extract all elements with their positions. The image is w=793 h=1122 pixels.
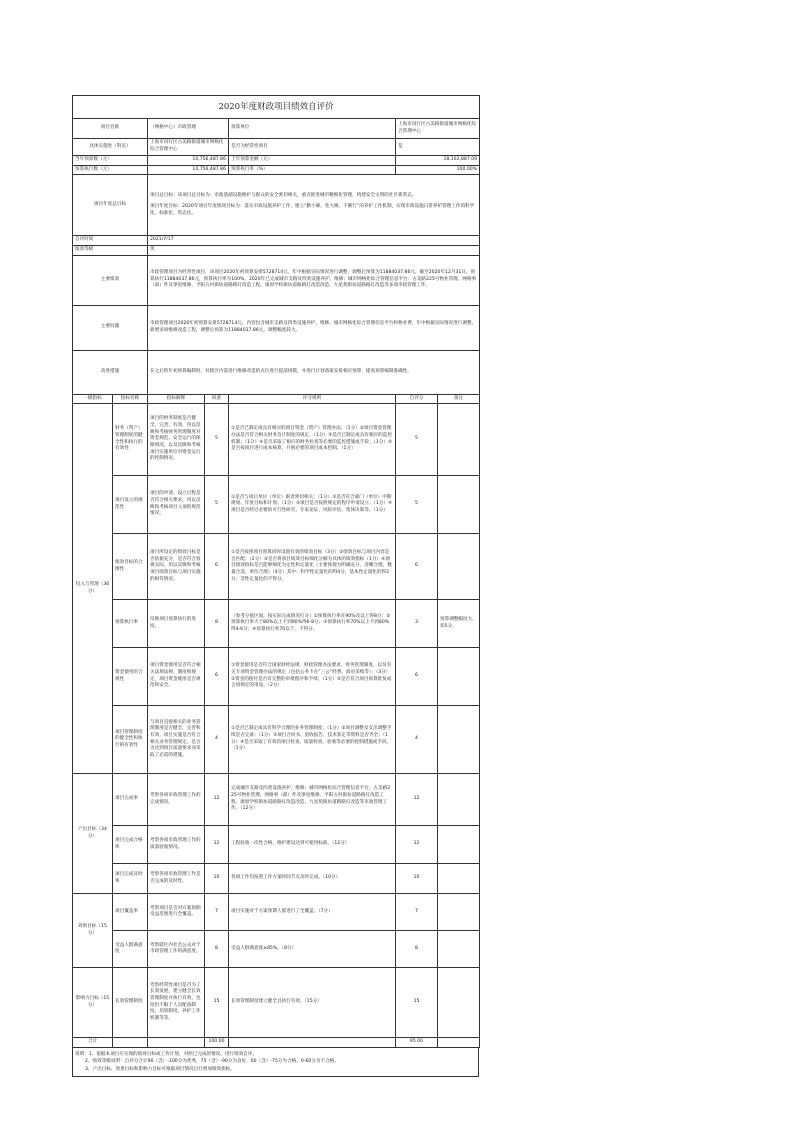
project-name-value: （网格中心）市政管理 bbox=[148, 119, 229, 139]
indicator-score: 5 bbox=[396, 476, 438, 534]
note-line: 3、产出目标、效果目标和影响力目标可根据项目情况自行增加绩效指标。 bbox=[85, 1066, 235, 1072]
indicator-rule: ①是否已制定或具有相应的项目资金（资产）管理办法；（1分）②项目资金管理办法是否符合相关财务会计制度的规定。（1分）③是否已制定或具有相应的监控机制；（1分）④是否采取了相应的财务检查等必要的监控措施或手段；（1分）⑤是否按项目进行成本核算，开展必要的项目成本控制。（1分） bbox=[229, 404, 396, 476]
indicator-row bbox=[73, 931, 480, 968]
issue-label: 主要问题 bbox=[73, 305, 148, 350]
indicator-note bbox=[438, 826, 480, 864]
header-note: 备注 bbox=[438, 394, 480, 404]
indicator-note bbox=[438, 774, 480, 826]
indicator-weight: 6 bbox=[205, 648, 229, 706]
indicator-name: 预算执行率 bbox=[113, 600, 148, 648]
indicator-rule: 项目实施对于方案预期人群进行了全覆盖。（7分） bbox=[229, 894, 396, 931]
header-level1: 一级指标 bbox=[73, 394, 113, 404]
indicator-weight: 10 bbox=[205, 864, 229, 894]
recurring-label: 是否为经常性项目 bbox=[229, 139, 396, 156]
measure-label: 改进措施 bbox=[73, 350, 148, 394]
indicator-rule: ①是否与项目单位（单位）职责密切相关；（1分）②是否符合部门（单位）中期规划、年度目标和计划；（1分）③项目是否按照规定的程序申请设立；（1分）④项目是否经过必要的可行性研究、专家论证、风险评估、集体决策等。（1分） bbox=[229, 476, 396, 534]
recurring-value: 是 bbox=[396, 139, 480, 156]
evaluation-table bbox=[72, 95, 480, 1048]
indicator-score: 12 bbox=[396, 774, 438, 826]
indicator-note bbox=[438, 648, 480, 706]
indicator-score: 7 bbox=[396, 894, 438, 931]
indicator-score: 15 bbox=[396, 968, 438, 1038]
issue-value: 市政管理项目2020年初预算安排5728714元，内容包含城市支路及四类设施养护、维修、城市网格化综合管理信息平台和物业费，年中根据实际情况进行调整，新增多项维修改造工程，调整后预算为11884037.86元，调整幅度较大。 bbox=[148, 305, 480, 350]
exec-label: 预算执行数（元） bbox=[73, 165, 148, 175]
indicator-explain: 项目资金使用是否符合相关法规法规、制度和规定，项目资金使用是否规范和安全。 bbox=[148, 648, 205, 706]
indicator-row bbox=[73, 706, 480, 774]
level1-indicator: 效果目标（15分） bbox=[73, 894, 113, 968]
level1-indicator: 产出目标（34分） bbox=[73, 774, 113, 894]
indicator-row bbox=[73, 774, 480, 826]
goal-paragraph-2: 项目年度目标：2020年项目年度绩效目标为：落实市政设施养护工作，建立“勤小修、免大修、不断行”的养护工作机制，实现市政设施日常养护管理工作的科学化、标准化、常态化。 bbox=[150, 204, 475, 217]
notes-block bbox=[72, 1048, 479, 1076]
indicator-explain: 考察项目是否对方案预期受益范围进行全覆盖。 bbox=[148, 894, 205, 931]
indicator-name: 项目完成合格率 bbox=[113, 826, 148, 864]
indicator-explain: 考察经常性项目是否为了长效发展，建立健全长效管理制度并执行有效，包括但不限于人员配备制度、培训制度、养护工作机制等等。 bbox=[148, 968, 205, 1038]
evaluation-sheet bbox=[72, 95, 479, 1072]
indicator-row bbox=[73, 600, 480, 648]
indicator-row bbox=[73, 968, 480, 1038]
project-name-label: 项目名称 bbox=[73, 119, 148, 139]
level1-indicator: 影响力目标（15分） bbox=[73, 968, 113, 1038]
indicator-rule: 各项工作均按照工作方案时间节点及时完成。（10分） bbox=[229, 864, 396, 894]
indicator-explain: 考察各项市政管理工作是否完成的及时性。 bbox=[148, 864, 205, 894]
exec-rate-value: 100.00% bbox=[396, 165, 480, 175]
indicator-explain: 反映项目预算执行的进度。 bbox=[148, 600, 205, 648]
indicator-weight: 5 bbox=[205, 404, 229, 476]
indicator-note bbox=[438, 931, 480, 968]
indicator-weight: 8 bbox=[205, 600, 229, 648]
indicator-explain: 项目的申请、设立过程是否符合相关要求，用以反映和考核项目立项的规范情况。 bbox=[148, 476, 205, 534]
indicator-score: 6 bbox=[396, 648, 438, 706]
indicator-weight: 5 bbox=[205, 476, 229, 534]
indicator-name: 资金使用的合规性 bbox=[113, 648, 148, 706]
main-perf-label: 主要绩效 bbox=[73, 255, 148, 305]
main-perf-value: 市政管理项目为经常性项目，该项目2020年初预算安排5728714元，年中根据实际情况进行调整，调整后预算为11884037.86元，截至2020年12月31日，预算执行11884037.86元，预算执行率为100%。2020年已完成城市支路及四类设施养护、维修；城市网格化综合管理信息平台；古美路225号物业管理、网格事（部）件及零星维修，平阳五村街坊道路路灯改造工程、康原学校街坊道路路灯改造改造、九星苑街坊道路路灯改造等多项市政管理工作。 bbox=[148, 255, 480, 305]
exec-value: 10,756,487.86 bbox=[148, 165, 229, 175]
indicator-weight: 12 bbox=[205, 826, 229, 864]
header-score: 自评分 bbox=[396, 394, 438, 404]
indicator-weight: 15 bbox=[205, 968, 229, 1038]
indicator-rule: ①是否按照项目预算同时设置有效的绩效目标（3分）②绩效目标与项目内容是否匹配；（2分）③是否将项目绩效目标细化分解为具体的绩效指标（1分）④项目绩效指标是否能够细化为定性和定量化（主要体现为明确充分、清晰合理、数量合适、单位合理）（4分）其中：科学性定量化的得4分，基本性定量化的得2分，非性定量化的不得分。 bbox=[229, 534, 396, 600]
indicator-name: 项目完成及时率 bbox=[113, 864, 148, 894]
impl-label: 具体实施处（科室） bbox=[73, 139, 148, 156]
indicator-note bbox=[438, 894, 480, 931]
indicator-row bbox=[73, 864, 480, 894]
indicator-note bbox=[438, 864, 480, 894]
budget-unit-value: 上海市闵行区古美路街道城市网格化综合管理中心 bbox=[396, 119, 480, 139]
indicator-note bbox=[438, 476, 480, 534]
header-weight: 权重 bbox=[205, 394, 229, 404]
indicator-name: 项目管理制度的健全性和执行的有效性 bbox=[113, 706, 148, 774]
indicator-note bbox=[438, 706, 480, 774]
goal-value bbox=[148, 175, 480, 236]
indicator-weight: 8 bbox=[205, 931, 229, 968]
indicator-explain: 考察各项市政管理工作的完成情况。 bbox=[148, 774, 205, 826]
total-blank-2 bbox=[148, 1038, 205, 1048]
budget-unit-label: 预算单位 bbox=[229, 119, 396, 139]
indicator-score: 5 bbox=[396, 404, 438, 476]
indicator-name: 受益人群满意度 bbox=[113, 931, 148, 968]
grade-label: 绩效等级 bbox=[73, 245, 148, 255]
exec-rate-label: 预算执行率（%） bbox=[229, 165, 396, 175]
header-level2: 指标名称 bbox=[113, 394, 148, 404]
goal-paragraph-1: 项目总目标：该项目总目标为：市政基础设施维护与群众的安全密切相关，重点推进城市精细化管理，构建安全文明的社区新常态。 bbox=[150, 192, 417, 198]
indicator-rule: 完成城市支路及四类设施养护、维修；城市网格化综合管理信息平台；古美路225号物业管理、网格事（部）件及零星维修、平阳五村街坊道路路灯改造工程、康原学校街坊道路路灯改造改造、九星苑街坊道路路灯改造等市政管理工作。（12分） bbox=[229, 774, 396, 826]
indicator-row bbox=[73, 404, 480, 476]
indicator-note bbox=[438, 968, 480, 1038]
indicator-rule: （参考分值区间，按实际完成情况打分）①预算执行率在90%及以上得8分；②预算执行率大于80%以上不到90%得6-8分；③预算执行率70%以上不到80%得4-6分；④预算执行率70以下，不得分。 bbox=[229, 600, 396, 648]
indicator-rule: ①是否已制定或具有科学合理的业务管理制度；（1分）②项目调整及支出调整手续是否完备；（1分）③项目合同书、验收报告、技术鉴定等资料是否齐全；（1分）④是否采取了有效的项目检查、质量检查、验收等必要的控制措施或手段。（1分） bbox=[229, 706, 396, 774]
indicator-note: 预算调整幅度大，扣5分。 bbox=[438, 600, 480, 648]
header-rule: 评分规则 bbox=[229, 394, 396, 404]
indicator-name: 长效管理制度 bbox=[113, 968, 148, 1038]
total-weight: 100.00 bbox=[205, 1038, 229, 1048]
indicator-row bbox=[73, 648, 480, 706]
grade-value: 优 bbox=[148, 245, 480, 255]
note-line: 2、绩效等级说明：自评分合计90（含）-100分为优秀，75（含）-90分为良好，60（含）-75分为合格，0-60分为不合格。 bbox=[85, 1059, 339, 1065]
indicator-row bbox=[73, 826, 480, 864]
indicator-score: 4 bbox=[396, 706, 438, 774]
indicator-score: 12 bbox=[396, 826, 438, 864]
indicator-explain: 与项目直接相关的业务管理制度是否健全、完善和有效，项目实施是否符合相关业务管理规定，是否为达到项目质量要求而采取了必需的措施。 bbox=[148, 706, 205, 774]
indicator-score: 8 bbox=[396, 931, 438, 968]
measure-value: 在之后的年初预算编制时，对辖区内需进行维修改造的点位进行提前排摸，并进行计划备案安排相应预算，提高预算编制准确性。 bbox=[148, 350, 480, 394]
prev-budget-value: 18,102,887.09 bbox=[396, 156, 480, 166]
indicator-row bbox=[73, 476, 480, 534]
indicator-rule: 受益人群满意度≥85%。（8分） bbox=[229, 931, 396, 968]
indicator-name: 项目覆盖率 bbox=[113, 894, 148, 931]
indicator-score: 10 bbox=[396, 864, 438, 894]
total-blank-1 bbox=[113, 1038, 148, 1048]
indicator-weight: 7 bbox=[205, 894, 229, 931]
indicator-rule: 工程验收一次性合格、维护建设达到可使用标准。（12分） bbox=[229, 826, 396, 864]
indicator-name: 财务（资产）管理制度的健全性和执行的有效性 bbox=[113, 404, 148, 476]
eval-time-value: 2021/7/17 bbox=[148, 236, 480, 246]
indicator-note bbox=[438, 404, 480, 476]
total-label: 合计 bbox=[73, 1038, 113, 1048]
impl-value: 上海市闵行区古美路街道城市网格化综合管理中心 bbox=[148, 139, 229, 156]
annual-budget-value: 10,756,487.86 bbox=[148, 156, 229, 166]
goal-label: 项目年度总目标 bbox=[73, 175, 148, 236]
indicator-explain: 项目的财务制度是否健全、完善、有效，用以反映和考核财务管理制度对资金规范、安全运行的保障情况，以及反映和考核项目实施单位对资金运行的控制情况。 bbox=[148, 404, 205, 476]
eval-time-label: 自评时间 bbox=[73, 236, 148, 246]
total-row bbox=[73, 1038, 480, 1048]
page-title: 2020年度财政项目绩效自评价 bbox=[73, 96, 480, 119]
header-explain: 指标解释 bbox=[148, 394, 205, 404]
indicator-weight: 12 bbox=[205, 774, 229, 826]
prev-budget-label: 上年预算金额（元） bbox=[229, 156, 396, 166]
indicator-explain: 项目所设定的绩效目标是否依据充分，是否符合客观实际，用以反映和考核项目绩效目标与项目实施的相符情况。 bbox=[148, 534, 205, 600]
indicator-rule: 长效管理制度建立健全且执行有效。（15分） bbox=[229, 968, 396, 1038]
indicator-name: 绩效目标的合理性 bbox=[113, 534, 148, 600]
indicator-row bbox=[73, 894, 480, 931]
total-blank-4 bbox=[438, 1038, 480, 1048]
indicator-explain: 考察各项市政管理工作的质量验收情况。 bbox=[148, 826, 205, 864]
indicator-weight: 4 bbox=[205, 706, 229, 774]
indicator-rule: ①资金使用是否符合国家财经法规、财政管理办法要求，财务管理制度，以及有关专项资金管理办法的规定（包括公务卡在“三公”经费、政府采购等）；（3分）②资金的拨付是否有完整的审批程序和手续；（1分）③是否符合项目预算批复或合同规定的用途。（2分） bbox=[229, 648, 396, 706]
indicator-row bbox=[73, 534, 480, 600]
level1-indicator: 投入与管理（36分） bbox=[73, 404, 113, 774]
indicator-score: 6 bbox=[396, 534, 438, 600]
indicator-name: 项目完成率 bbox=[113, 774, 148, 826]
indicator-explain: 考察辖区内社会公众对于市政管理工作的满意度。 bbox=[148, 931, 205, 968]
indicator-note bbox=[438, 534, 480, 600]
indicator-weight: 6 bbox=[205, 534, 229, 600]
indicator-name: 项目设立的规范性 bbox=[113, 476, 148, 534]
annual-budget-label: 当年预算数（元） bbox=[73, 156, 148, 166]
total-score: 95.00 bbox=[396, 1038, 438, 1048]
total-blank-3 bbox=[229, 1038, 396, 1048]
note-line: 说明：1、依据本项目应实现的绩效目标或工作计划，对照已完成的情况，进行绩效自评。 bbox=[75, 1052, 258, 1058]
indicator-score: 3 bbox=[396, 600, 438, 648]
